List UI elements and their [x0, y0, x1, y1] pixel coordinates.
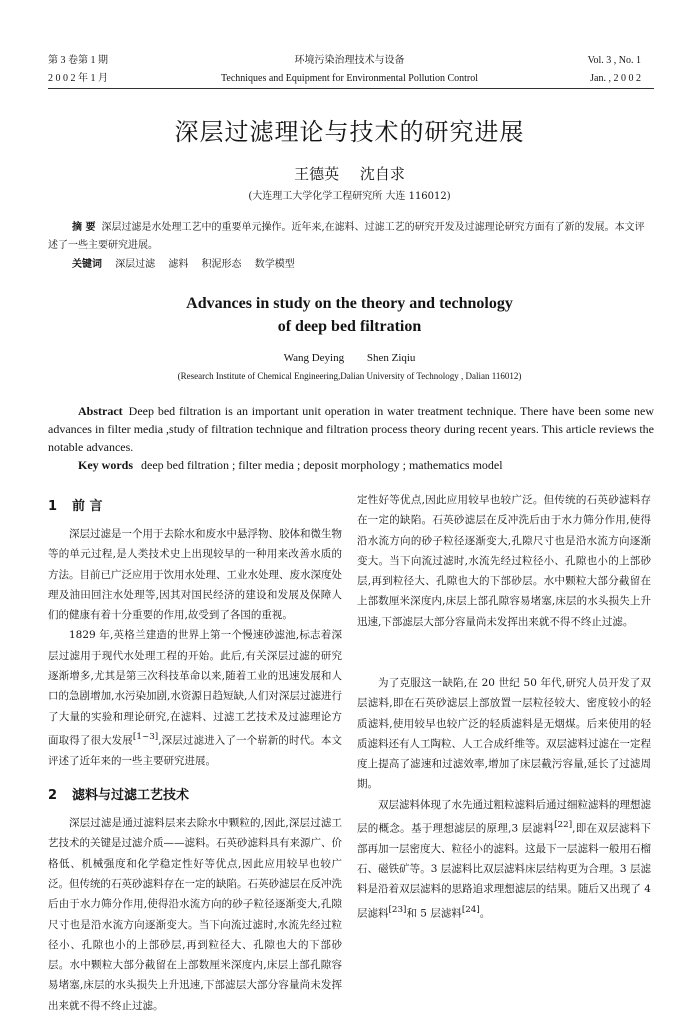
header-journal-cn: 环境污染治理技术与设备: [294, 55, 405, 66]
citation: [22]: [554, 820, 573, 831]
section-title: 前 言: [72, 499, 103, 514]
keyword-cn: 深层过滤: [115, 259, 156, 270]
section-1-heading: [48, 490, 342, 524]
keywords-cn: [72, 256, 305, 274]
section-2-heading: [48, 771, 342, 813]
title-en: [0, 292, 699, 338]
paragraph-text: 。: [479, 907, 491, 920]
paragraph-text: 深层过滤是通过滤料层来去除水中颗粒的,因此,深层过滤工艺技术的关键是过滤介质——滤料。石英砂滤料具有来源广、价格低、机械强度和化学稳定性好等优点,因此应用较早也较广泛。但传统的石英砂滤料存在一定的缺陷。石英砂滤层在反冲洗后由于水力筛分作用,使得沿水流方向的砂子粒径逐渐变大,孔隙尺寸也是沿水流方向逐渐变大。当下向流过滤时,水流先经过粒径小、孔隙也小的上部砂层,再到粒径大、孔隙也大的下部砂层。水中颗粒大部分截留在上部数厘米深度内,床层上部孔隙容易堵塞,床层的水头损失上升迅速,下部滤层大部分容量尚未发挥出来就不得不终止过滤。: [48, 817, 342, 1012]
author-cn-1: 王德英: [294, 165, 340, 183]
citation: [24]: [461, 904, 480, 915]
affiliation-cn: (大连理工大学化学工程研究所 大连 116012): [248, 191, 451, 202]
abstract-cn-label: 摘 要: [72, 222, 96, 233]
abstract-cn-text: 深层过滤是水处理工艺中的重要单元操作。近年来,在滤料、过滤工艺的研究开发及过滤理论研究方面有了新的发展。本文评述了一些主要研究进展。: [48, 222, 645, 251]
abstract-en-label: Abstract: [78, 404, 123, 418]
header-rule: [48, 88, 654, 89]
body-column-right: [357, 490, 651, 924]
section-title: 滤料与过滤工艺技术: [72, 788, 190, 804]
paragraph-text: ,即在双层滤料下部再加一层密度大、粒径小的滤料。这最下一层滤料一般用石榴石、磁铁矿等。3 层滤料比双层滤料床层结构更为合理。3 层滤料是沿着双层滤料的思路追求理想滤层的结果。随后又出现了 4 层滤料: [357, 822, 651, 920]
paragraph: 深层过滤是一个用于去除水和废水中悬浮物、胶体和微生物等的单元过程,是人类技术史上出现较早的一种用来改善水质的方法。目前已广泛应用于饮用水处理、工业水处理、废水深度处理及油田回注水处理等,因其对国民经济的建设和发展及保障人们的健康有着十分重要的作用,故受到了各国的重视。: [48, 528, 342, 622]
keyword-cn: 滤料: [168, 259, 189, 270]
keywords-en: [78, 456, 503, 474]
citation: [1~3]: [132, 731, 159, 742]
header-date-cn: 2 0 0 2 年 1 月: [48, 73, 108, 84]
author-cn-2: 沈自求: [359, 165, 405, 183]
citation: [23]: [388, 904, 407, 915]
author-en-1: Wang Deying: [283, 352, 345, 364]
title-en-line-1: Advances in study on the theory and technology: [186, 295, 513, 312]
author-en-2: Shen Ziqiu: [366, 352, 416, 364]
authors-en: [0, 352, 699, 364]
keywords-cn-label: 关键词: [72, 259, 102, 270]
title-cn: 深层过滤理论与技术的研究进展: [174, 118, 525, 146]
paragraph: [48, 625, 342, 771]
header-journal-en: Techniques and Equipment for Environmental Pollution Control: [220, 73, 479, 84]
section-number: 1: [48, 499, 58, 514]
paragraph-text: 双层滤料体现了水先通过粗粒滤料后通过细粒滤料的理想滤层的概念。基于理想滤层的原理,3 层滤料: [357, 798, 651, 835]
keyword-cn: 积泥形态: [201, 259, 242, 270]
abstract-cn: [48, 219, 654, 255]
affiliation-en: (Research Institute of Chemical Engineering,Dalian University of Technology , Dalian 116012): [177, 371, 522, 381]
title-en-line-2: of deep bed filtration: [277, 318, 422, 335]
paragraph-text: 定性好等优点,因此应用较早也较广泛。但传统的石英砂滤料存在一定的缺陷。石英砂滤层在反冲洗后由于水力筛分作用,使得沿水流方向的砂子粒径逐渐变大,孔隙尺寸也是沿水流方向逐渐变大。当下向流过滤时,水流先经过粒径小、孔隙也小的上部砂层,再到粒径大、孔隙也大的下部砂层。水中颗粒大部分截留在上部数厘米深度内,床层上部孔隙容易堵塞,床层的水头损失上升迅速,下部滤层大部分容量尚未发挥出来就不得不终止过滤。: [357, 494, 651, 628]
paragraph-start: [48, 813, 342, 1012]
paragraph-text: 1829 年,英格兰建造的世界上第一个慢速砂滤池,标志着深层过滤用于现代水处理工程的开始。此后,有关深层过滤的研究逐渐增多,尤其是第三次科技革命以来,随着工业的迅速发展和人口的急剧增加,水污染加剧,水资源日趋短缺,人们对深层过滤进行了大量的实验和理论研究,在滤料、过滤工艺技术及过滤理论方面取得了很大发展: [48, 629, 342, 747]
header-volume-en: Vol. 3 , No. 1: [587, 55, 641, 66]
keywords-en-text: deep bed filtration ; filter media ; deposit morphology ; mathematics model: [141, 458, 503, 472]
header-volume-cn: 第 3 卷第 1 期: [48, 55, 108, 66]
header-date-en: Jan. , 2 0 0 2: [590, 73, 641, 84]
section-number: 2: [48, 788, 58, 804]
body-column-left: [48, 490, 343, 1012]
paragraph-text: 和 5 层滤料: [406, 907, 462, 920]
abstract-en-text: Deep bed filtration is an important unit operation in water treatment technique. There have been some new advances in filter media ,study of filtration technique and filtration process theory during recent years. This article reviews the notable advances.: [48, 404, 654, 454]
authors-cn: [0, 163, 699, 184]
header-right: [588, 52, 641, 88]
keyword-cn: 数学模型: [254, 259, 295, 270]
abstract-en: [48, 402, 654, 456]
paragraph-text: ,深层过滤进入了一个崭新的时代。本文评述了近年来的一些主要研究进展。: [48, 734, 343, 767]
paragraph-continued: [357, 490, 651, 673]
paragraph: [357, 795, 651, 924]
keywords-en-label: Key words: [78, 458, 133, 472]
paragraph: 为了克服这一缺陷,在 20 世纪 50 年代,研究人员开发了双层滤料,即在石英砂滤层上部放置一层粒径较大、密度较小的轻质滤料,使用较早也较广泛的轻质滤料是无烟煤。后来使用的轻质滤料还有人工陶粒、人工合成纤维等。双层滤料过滤在一定程度上提高了滤速和过滤效率,增加了床层截污容量,延长了过滤周期。: [357, 677, 651, 791]
